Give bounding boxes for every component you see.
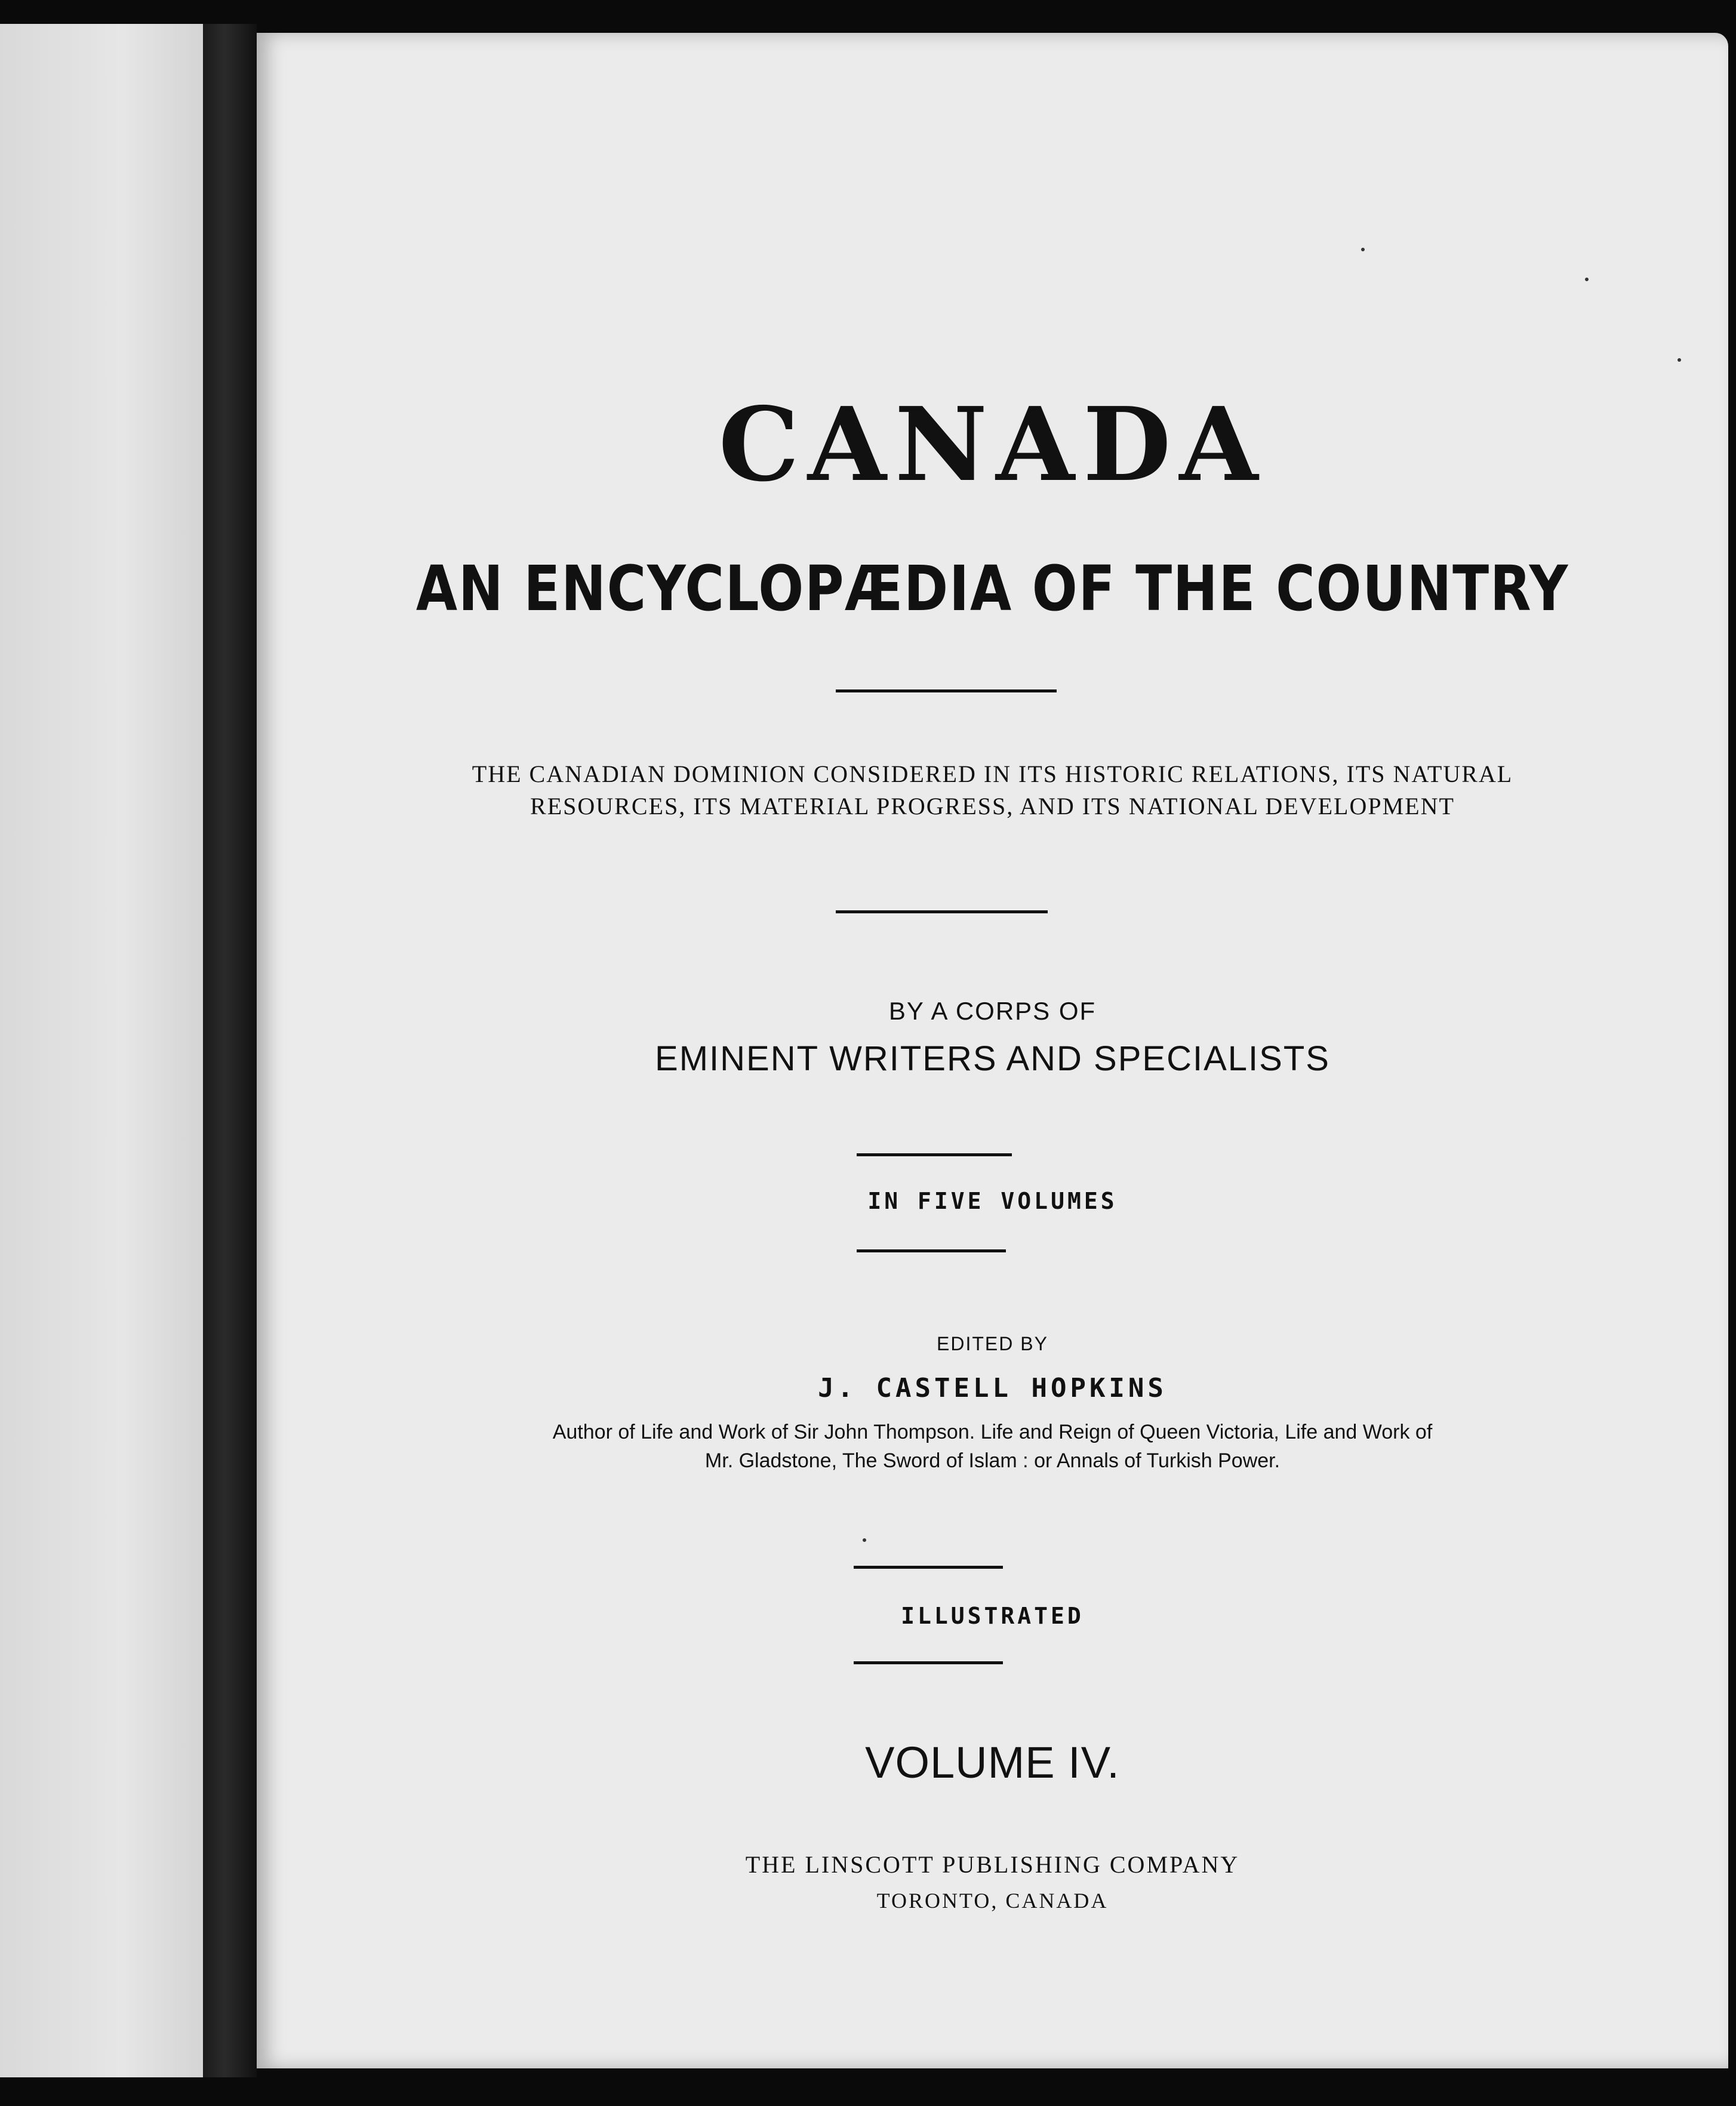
author-credits	[257, 1418, 1728, 1475]
by-corps-line: BY A CORPS OF	[888, 997, 1097, 1025]
book-description	[257, 758, 1728, 823]
description-line-1: THE CANADIAN DOMINION CONSIDERED IN ITS HISTORIC RELATIONS, ITS NATURAL	[472, 761, 1513, 787]
scan-speck	[1585, 278, 1589, 281]
book-subtitle: AN ENCYCLOPÆDIA OF THE COUNTRY	[415, 552, 1569, 625]
divider-rule-5	[854, 1566, 1003, 1569]
left-blank-page	[0, 24, 203, 2077]
editor-name: J. CASTELL HOPKINS	[818, 1373, 1167, 1403]
volume-number: VOLUME IV.	[865, 1738, 1120, 1787]
publisher-place: TORONTO, CANADA	[876, 1889, 1109, 1913]
divider-rule-3	[857, 1153, 1012, 1156]
volumes-line: IN FIVE VOLUMES	[867, 1188, 1118, 1214]
author-credits-line-1: Author of Life and Work of Sir John Thompson. Life and Reign of Queen Victoria, Life and Work of	[552, 1421, 1433, 1443]
scan-speck	[1361, 248, 1365, 251]
divider-rule-6	[854, 1661, 1003, 1664]
title-page	[257, 33, 1728, 2068]
scan-speck	[1677, 358, 1681, 362]
description-line-2: RESOURCES, ITS MATERIAL PROGRESS, AND ITS NATIONAL DEVELOPMENT	[530, 793, 1455, 820]
divider-rule-1	[836, 689, 1057, 692]
publisher-name: THE LINSCOTT PUBLISHING COMPANY	[745, 1851, 1240, 1878]
author-credits-line-2: Mr. Gladstone, The Sword of Islam : or Annals of Turkish Power.	[704, 1449, 1281, 1472]
illustrated-line: ILLUSTRATED	[901, 1603, 1084, 1629]
edited-by-line: EDITED BY	[937, 1333, 1048, 1354]
book-title: CANADA	[718, 385, 1267, 504]
divider-rule-4	[857, 1249, 1006, 1252]
writers-line: EMINENT WRITERS AND SPECIALISTS	[655, 1039, 1330, 1078]
divider-rule-2	[836, 910, 1048, 913]
scan-speck	[863, 1538, 866, 1542]
book-gutter	[203, 24, 257, 2077]
